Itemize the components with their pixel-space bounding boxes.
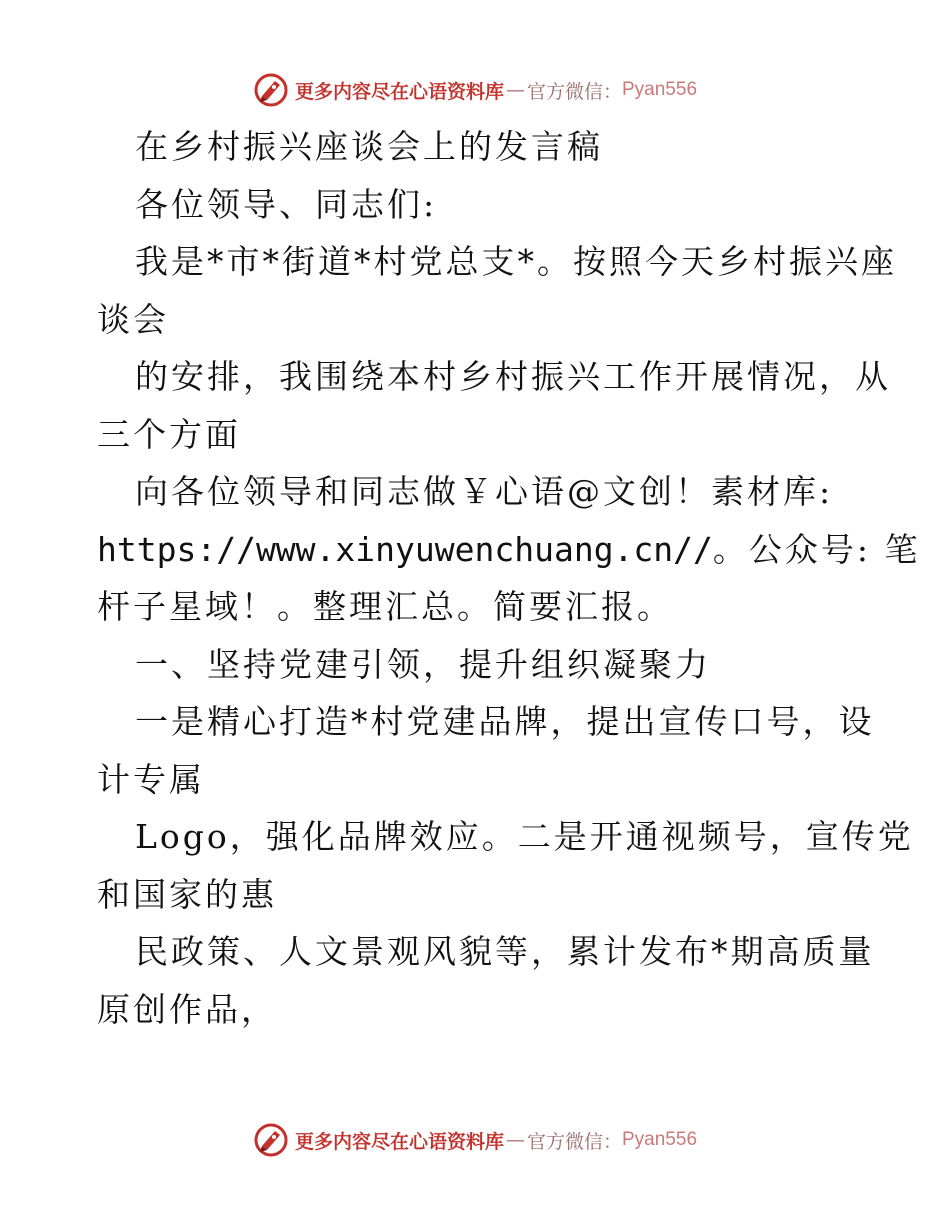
footer-wechat-id: Pyan556 <box>622 1129 698 1150</box>
footer-dash: — <box>505 1129 525 1151</box>
footer-official-label: 官方微信： <box>526 1130 622 1153</box>
paragraph-line: 的安排，我围绕本村乡村振兴工作开展情况，从 <box>135 357 891 396</box>
paragraph-line-url <box>97 521 921 579</box>
paragraph-line: 一是精心打造*村党建品牌，提出宣传口号，设 <box>135 702 875 741</box>
paragraph-line: 我是*市*街道*村党总支*。按照今天乡村振兴座 <box>135 242 897 281</box>
paragraph-line: 民政策、人文景观风貌等，累计发布*期高质量 <box>135 932 875 971</box>
header-banner <box>0 70 950 110</box>
footer-site-name: 更多内容尽在心语资料库 <box>294 1130 504 1153</box>
document-title: 在乡村振兴座谈会上的发言稿 <box>135 127 603 166</box>
section-heading: 一、坚持党建引领，提升组织凝聚力 <box>135 644 711 684</box>
paragraph-line: 三个方面 <box>97 414 241 454</box>
paragraph-text: 。公众号: 笔 <box>712 529 921 569</box>
pen-logo-icon <box>253 1122 289 1158</box>
paragraph-line: Logo，强化品牌效应。二是开通视频号，宣传党 <box>135 817 914 856</box>
header-wechat-id: Pyan556 <box>622 79 698 100</box>
footer-banner <box>0 1120 950 1160</box>
paragraph-line: 向各位领导和同志做￥心语@文创！素材库: <box>135 472 834 511</box>
paragraph-line: 谈会 <box>97 299 169 339</box>
header-site-name: 更多内容尽在心语资料库 <box>294 80 504 103</box>
paragraph-line: 杆子星域！。整理汇总。简要汇报。 <box>97 587 673 626</box>
header-dash: — <box>505 79 525 101</box>
material-library-link[interactable]: https://www.xinyuwenchuang.cn// <box>97 529 713 569</box>
paragraph-line: 和国家的惠 <box>97 874 277 914</box>
header-official-label: 官方微信： <box>526 80 622 103</box>
paragraph-line: 原创作品， <box>97 989 277 1029</box>
paragraph-line: 计专属 <box>97 759 205 799</box>
pen-logo-icon <box>253 72 289 108</box>
salutation: 各位领导、同志们: <box>135 184 438 224</box>
document-body <box>97 118 921 1038</box>
